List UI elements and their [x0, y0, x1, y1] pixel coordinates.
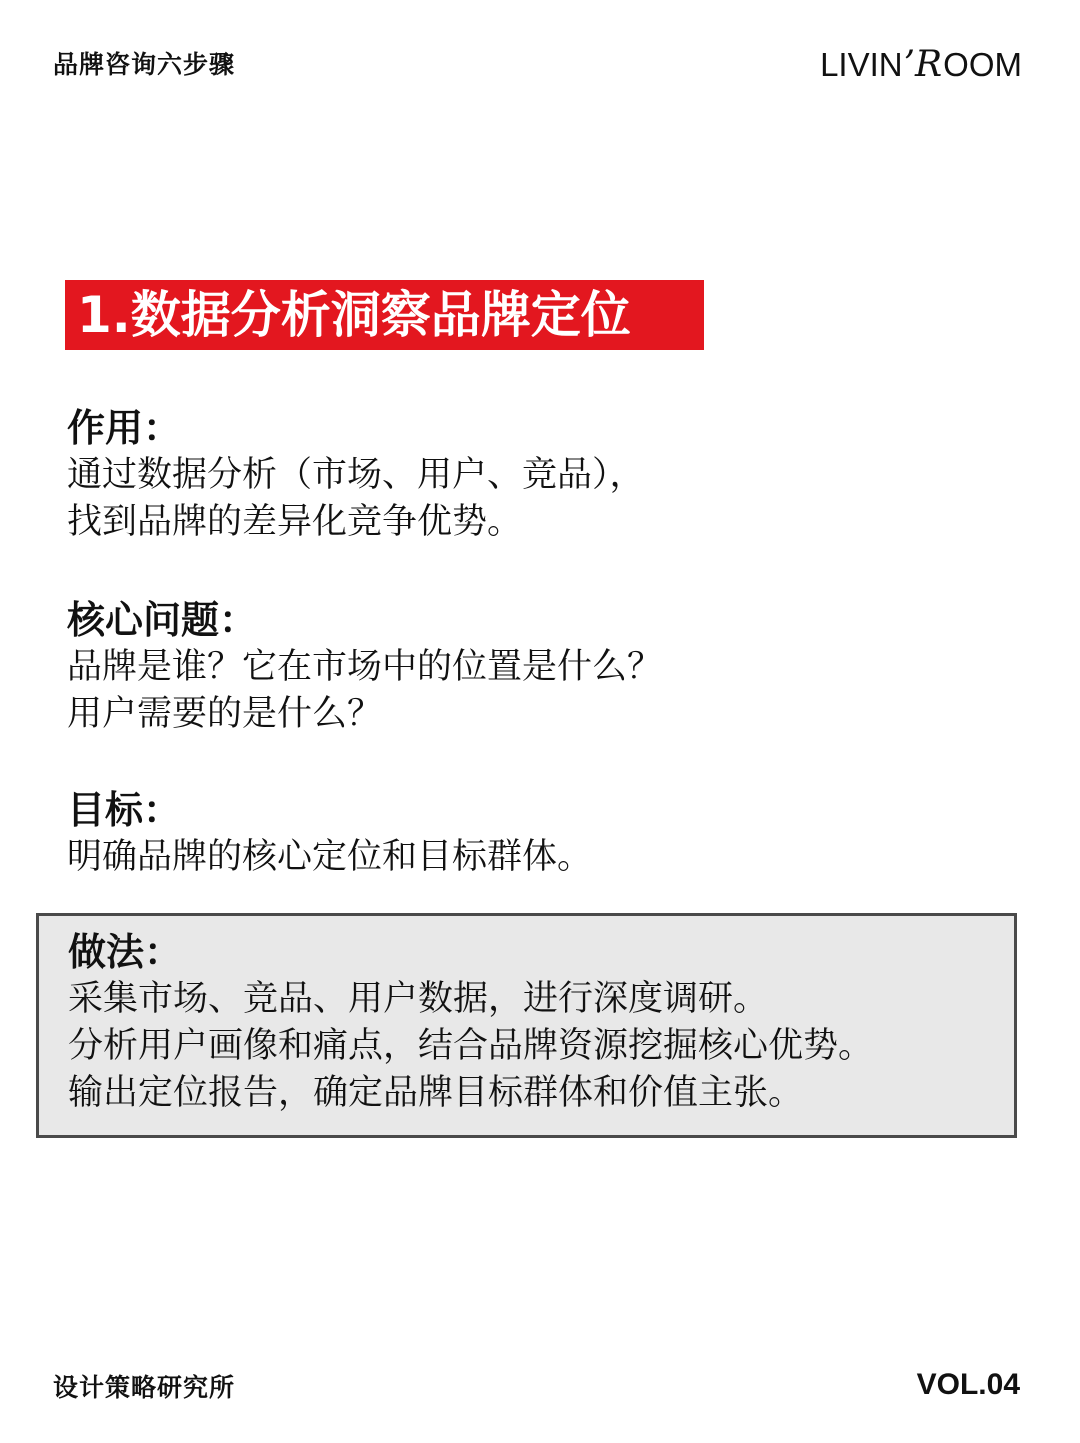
- section-core-questions: [67, 596, 662, 738]
- section-heading-goal: 目标：: [67, 788, 182, 832]
- method-line-1: 采集市场、竞品、用户数据，进行深度调研。: [68, 979, 769, 1019]
- publisher-label: 设计策略研究所: [53, 1373, 236, 1402]
- section-heading-core-questions: 核心问题：: [67, 598, 258, 642]
- section-goal: [67, 786, 592, 881]
- method-line-3: 输出定位报告，确定品牌目标群体和价值主张。: [68, 1073, 804, 1113]
- section-heading-purpose: 作用：: [67, 406, 182, 450]
- section-heading-method: 做法：: [68, 930, 183, 974]
- logo-text-end: OOM: [943, 46, 1022, 83]
- section-purpose-line-2: 找到品牌的差异化竞争优势。: [67, 502, 523, 542]
- title-banner: [65, 280, 704, 350]
- section-purpose-line-1: 通过数据分析（市场、用户、竞品），: [67, 455, 645, 495]
- series-label: 品牌咨询六步骤: [53, 50, 236, 79]
- page-title: 1.数据分析洞察品牌定位: [77, 286, 631, 344]
- method-panel: [36, 913, 1017, 1138]
- method-content: [68, 928, 873, 1117]
- section-goal-line-1: 明确品牌的核心定位和目标群体。: [67, 837, 593, 877]
- brand-logo: [820, 44, 1022, 86]
- logo-script-letter: ’R: [903, 44, 943, 85]
- method-line-2: 分析用户画像和痛点，结合品牌资源挖掘核心优势。: [68, 1026, 874, 1066]
- section-purpose: [67, 404, 645, 546]
- section-core-questions-line-1: 品牌是谁？它在市场中的位置是什么？: [67, 647, 663, 687]
- volume-label: VOL.04: [916, 1368, 1020, 1401]
- logo-text-start: LIVIN: [820, 46, 903, 83]
- section-core-questions-line-2: 用户需要的是什么？: [67, 694, 383, 734]
